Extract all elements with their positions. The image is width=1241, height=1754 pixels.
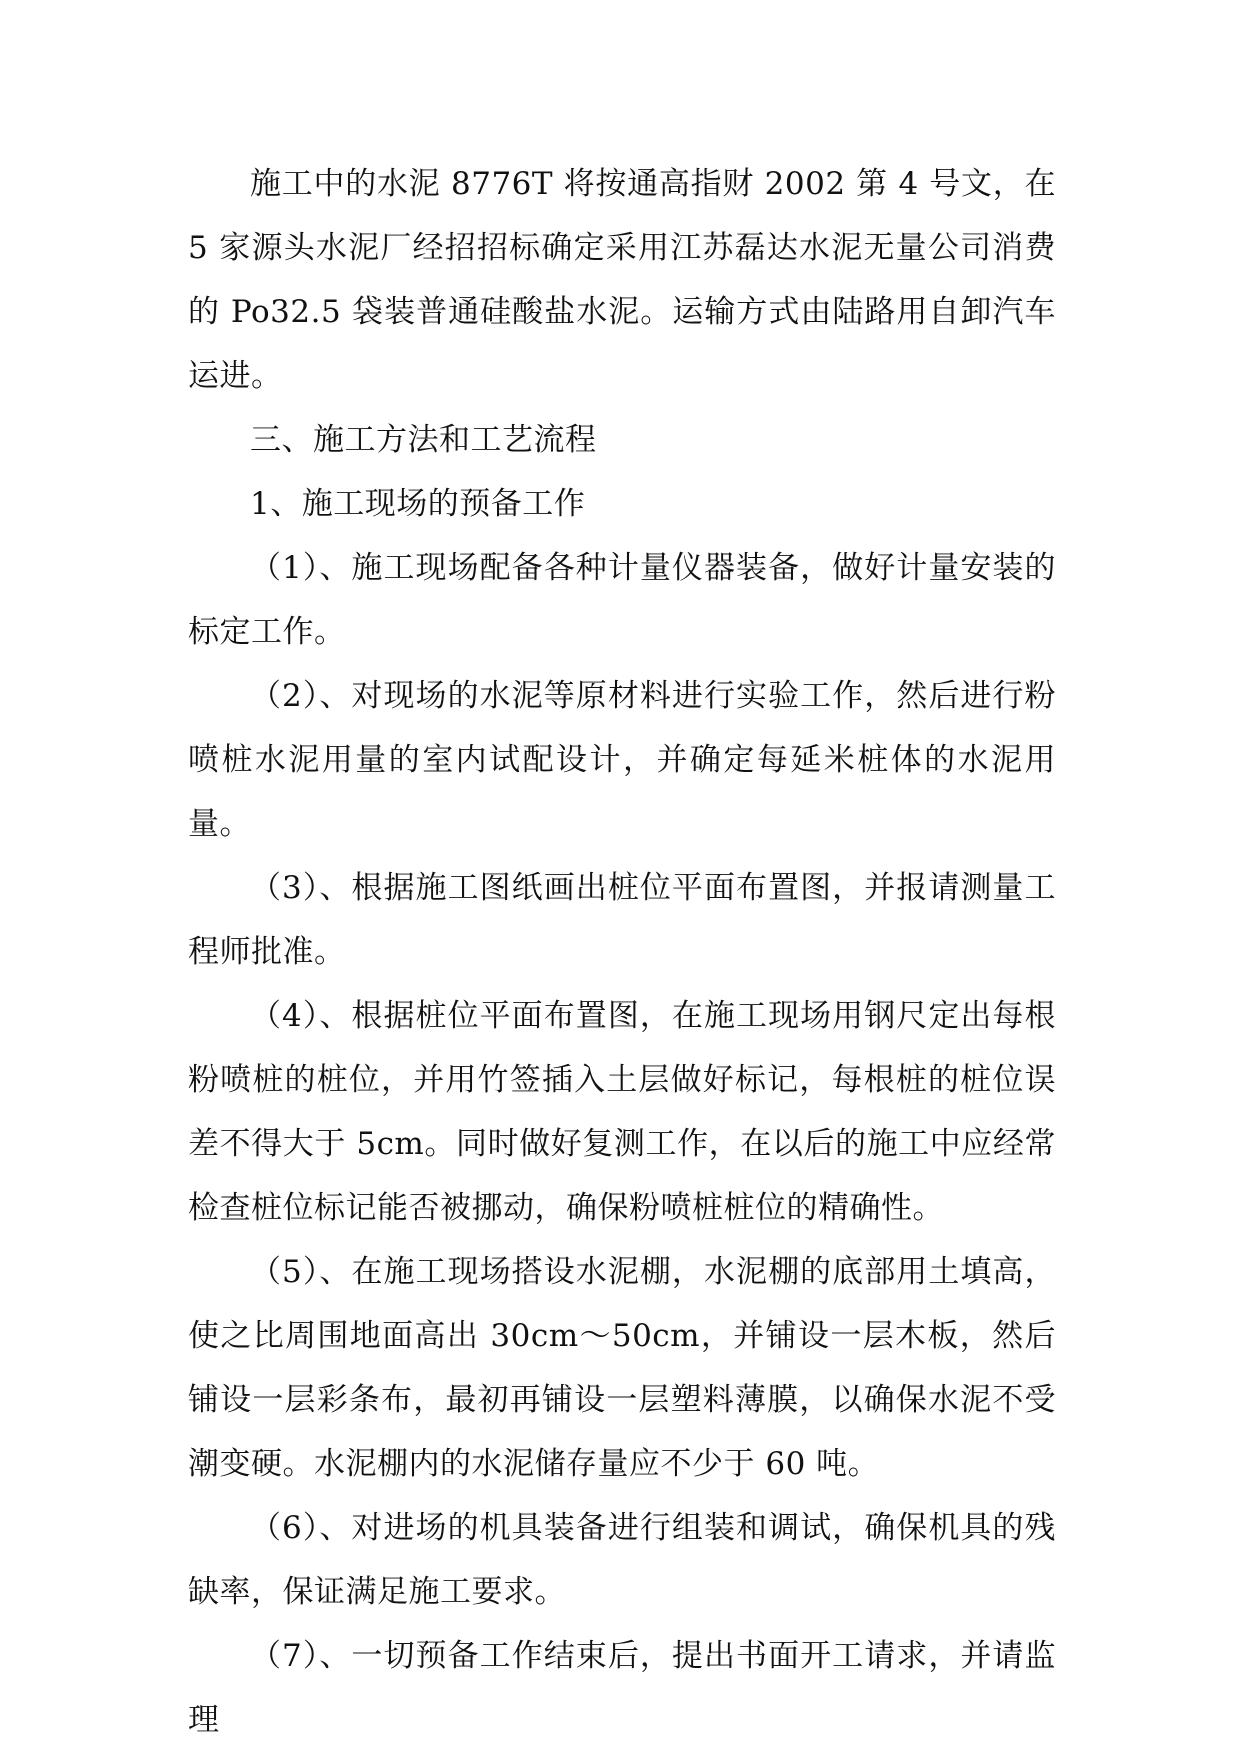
paragraph-item-7: （7）、一切预备工作结束后，提出书面开工请求，并请监理 [188,1638,1056,1738]
paragraph-item-3: （3）、根据施工图纸画出桩位平面布置图，并报请测量工程师批准。 [188,870,1056,970]
paragraph-item-4: （4）、根据桩位平面布置图，在施工现场用钢尺定出每根粉喷桩的桩位，并用竹签插入土层做好标记，每根桩的桩位误差不得大于 5cm。同时做好复测工作，在以后的施工中应经常检查桩位标记能否被挪动，确保粉喷桩桩位的精确性。 [188,998,1056,1226]
paragraph-item-6: （6）、对进场的机具装备进行组装和调试，确保机具的残缺率，保证满足施工要求。 [188,1510,1056,1610]
subsection-heading-site-preparation: 1、施工现场的预备工作 [250,486,586,522]
paragraph-item-1: （1）、施工现场配备各种计量仪器装备，做好计量安装的标定工作。 [188,550,1056,650]
document-body [188,152,1056,1752]
paragraph-item-2: （2）、对现场的水泥等原材料进行实验工作，然后进行粉喷桩水泥用量的室内试配设计，并确定每延米桩体的水泥用量。 [188,678,1056,842]
paragraph-cement-supply: 施工中的水泥 8776T 将按通高指财 2002 第 4 号文，在 5 家源头水泥厂经招招标确定采用江苏磊达水泥无量公司消费的 Po32.5 袋装普通硅酸盐水泥。运输方式由陆路用自卸汽车运进。 [188,166,1056,394]
paragraph-item-5: （5）、在施工现场搭设水泥棚，水泥棚的底部用土填高，使之比周围地面高出 30cm～50cm，并铺设一层木板，然后铺设一层彩条布，最初再铺设一层塑料薄膜，以确保水泥不受潮变硬。水泥棚内的水泥储存量应不少于 60 吨。 [188,1254,1056,1482]
section-heading-construction-method: 三、施工方法和工艺流程 [250,422,597,458]
